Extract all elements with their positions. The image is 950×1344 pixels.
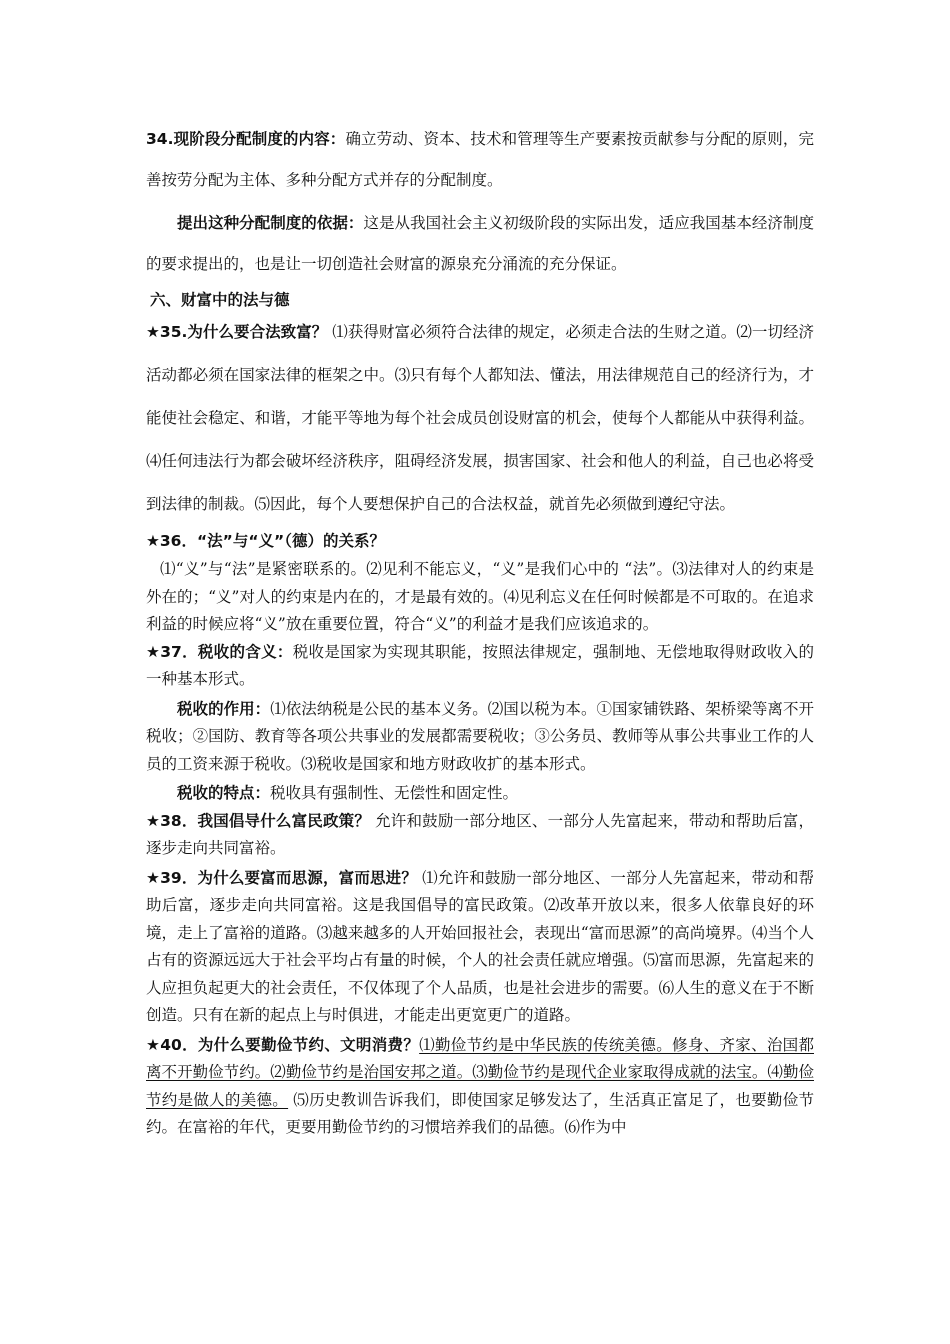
section-39-title: ★39．为什么要富而思源，富而思进？ — [146, 868, 418, 887]
section-38 — [146, 808, 814, 863]
section-35-title: ★35.为什么要合法致富？ — [146, 323, 328, 341]
section-36-title: ★36．“法”与“义”（德）的关系？ — [146, 532, 385, 550]
section-40-body: ⑸历史教训告诉我们，即使国家足够发达了，生活真正富足了，也要勤俭节约。在富裕的年代，更要用勤俭节约的习惯培养我们的品德。⑹作为中 — [146, 1090, 814, 1136]
document-page — [146, 124, 814, 1142]
section-37-feature-body: 税收具有强制性、无偿性和固定性。 — [270, 784, 519, 802]
section-37-body: 税收是国家为实现其职能，按照法律规定，强制地、无偿地取得财政收入的一种基本形式。 — [146, 642, 814, 688]
section-34 — [146, 119, 814, 201]
section-34-basis-title: 提出这种分配制度的依据： — [177, 214, 364, 232]
section-37-role-body: ⑴依法纳税是公民的基本义务。⑵国以税为本。①国家铺铁路、架桥梁等离不开税收；②国防、教育等各项公共事业的发展都需要税收；③公务员、教师等从事公共事业工作的人员的工资来源于税收。⑶税收是国家和地方财政收扩的基本形式。 — [146, 699, 814, 773]
section-40-underlined-text: ⑴勤俭节约是中华民族的传统美德。修身、齐家、治国都离不开勤俭节约。⑵勤俭节约是治国安邦之道。⑶勤俭节约是现代企业家取得成就的法宝。⑷勤俭节约是做人的美德。 — [146, 1035, 814, 1109]
section-36-body: ⑴“义”与“法”是紧密联系的。⑵见利不能忘义，“义”是我们心中的 “法”。⑶法律对人的约束是外在的；“义”对人的约束是内在的，才是最有效的。⑷见利忘义在任何时候都是不可取的。在追求利益的时候应将“义”放在重要位置，符合“义”的利益才是我们应该追求的。 — [146, 560, 814, 633]
section-40-title: ★40．为什么要勤俭节约、文明消费？ — [146, 1035, 420, 1054]
section-37-feature-title: 税收的特点： — [177, 784, 271, 802]
section-37-title: ★37．税收的含义： — [146, 642, 293, 661]
section-37-role — [146, 696, 814, 779]
section-34-body: 确立劳动、资本、技术和管理等生产要素按贡献参与分配的原则，完善按劳分配为主体、多种分配方式并存的分配制度。 — [146, 130, 814, 189]
section-38-body: 允许和鼓励一部分地区、一部分人先富起来，带动和帮助后富，逐步走向共同富裕。 — [146, 811, 814, 857]
section-38-title: ★38．我国倡导什么富民政策？ — [146, 811, 370, 830]
section-6-heading: 六、财富中的法与德 — [150, 291, 290, 309]
section-40 — [146, 1032, 814, 1142]
section-39-body: ⑴允许和鼓励一部分地区、一部分人先富起来，带动和帮助后富，逐步走向共同富裕。这是我国倡导的富民政策。⑵改革开放以来，很多人依靠良好的环境，走上了富裕的道路。⑶越来越多的人开始回报社会，表现出“富而思源”的高尚境界。⑷当个人占有的资源远远大于社会平均占有量的时候，个人的社会责任就应增强。⑸富而思源，先富起来的人应担负起更大的社会责任，不仅体现了个人品质，也是社会进步的需要。⑹人生的意义在于不断创造。只有在新的起点上与时俱进，才能走出更宽更广的道路。 — [146, 868, 814, 1024]
section-34-basis — [146, 203, 814, 285]
section-35 — [146, 311, 814, 526]
section-37 — [146, 639, 814, 694]
section-34-title: 34.现阶段分配制度的内容： — [146, 130, 346, 148]
section-39 — [146, 865, 814, 1030]
section-34-basis-body: 这是从我国社会主义初级阶段的实际出发，适应我国基本经济制度的要求提出的，也是让一切创造社会财富的源泉充分涌流的充分保证。 — [146, 214, 814, 273]
section-37-feature — [146, 780, 814, 808]
section-37-role-title: 税收的作用： — [177, 699, 271, 718]
section-35-body: ⑴获得财富必须符合法律的规定，必须走合法的生财之道。⑵一切经济活动都必须在国家法律的框架之中。⑶只有每个人都知法、懂法，用法律规范自己的经济行为，才能使社会稳定、和谐，才能平等地为每个社会成员创设财富的机会，使每个人都能从中获得利益。⑷任何违法行为都会破坏经济秩序，阻碍经济发展，损害国家、社会和他人的利益，自己也必将受到法律的制裁。⑸因此，每个人要想保护自己的合法权益，就首先必须做到遵纪守法。 — [146, 323, 814, 513]
